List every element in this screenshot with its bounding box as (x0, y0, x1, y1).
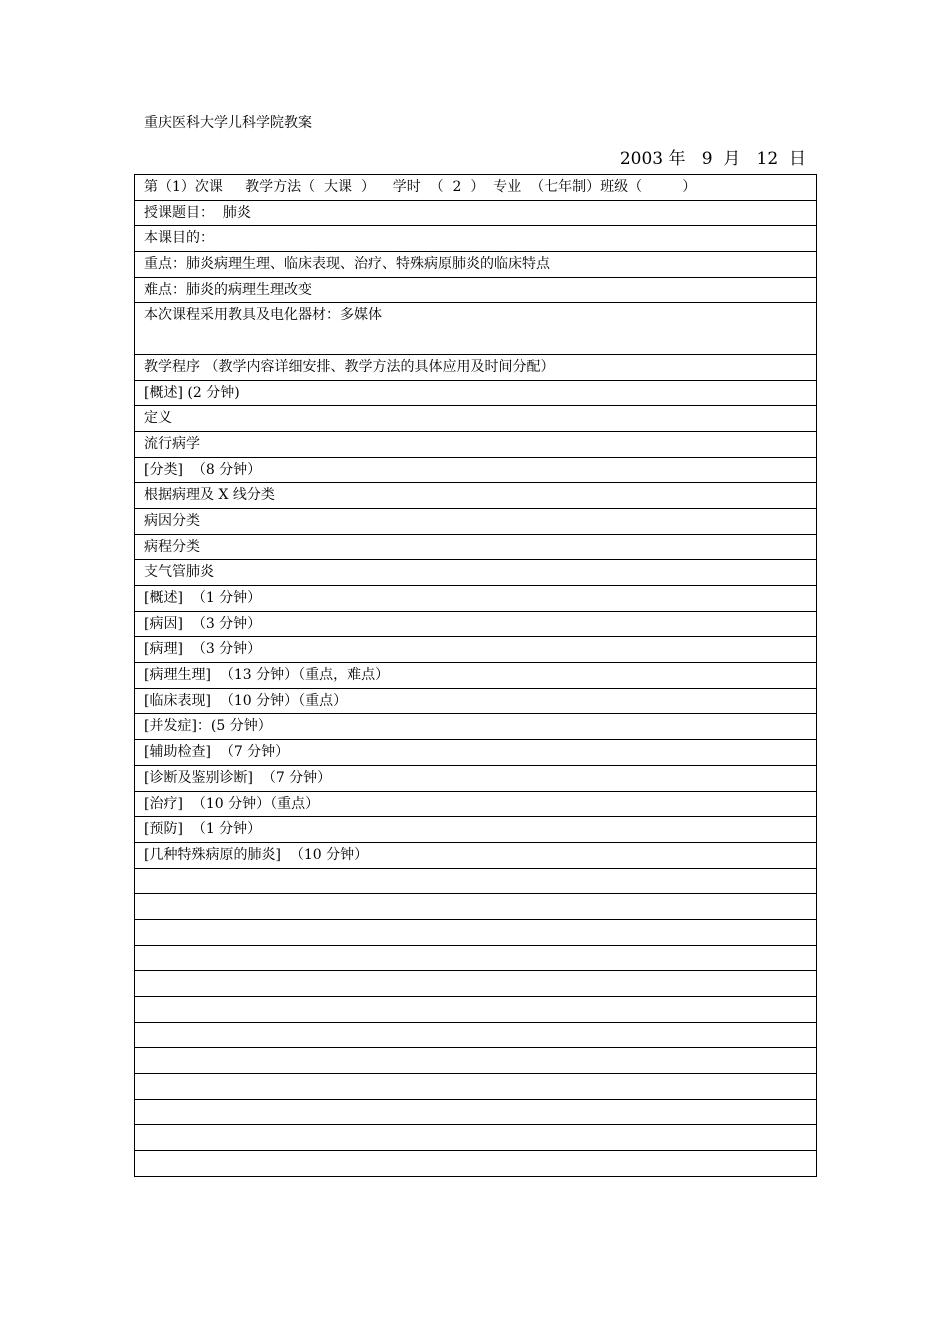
table-row (135, 354, 817, 380)
table-row (135, 997, 817, 1023)
table-row (135, 842, 817, 868)
table-row (135, 791, 817, 817)
table-row (135, 586, 817, 612)
table-cell: [辅助检查] （7 分钟） (135, 740, 817, 766)
lesson-plan-body (135, 175, 817, 1177)
table-cell: 病程分类 (135, 534, 817, 560)
table-row (135, 277, 817, 303)
table-row (135, 534, 817, 560)
table-cell: 重点：肺炎病理生理、临床表现、治疗、特殊病原肺炎的临床特点 (135, 252, 817, 278)
table-cell: 根据病理及 X 线分类 (135, 483, 817, 509)
table-row (135, 688, 817, 714)
table-row (135, 303, 817, 354)
document-date: 2003 年 9 月 12 日 (619, 149, 806, 169)
table-cell: 流行病学 (135, 431, 817, 457)
table-row (135, 611, 817, 637)
table-row (135, 1048, 817, 1074)
table-cell: [并发症]：(5 分钟） (135, 714, 817, 740)
table-row (135, 714, 817, 740)
table-cell (135, 1151, 817, 1177)
table-row (135, 175, 817, 201)
table-row (135, 380, 817, 406)
table-cell (135, 1022, 817, 1048)
table-row (135, 431, 817, 457)
table-cell (135, 997, 817, 1023)
document-header: 重庆医科大学儿科学院教案 (144, 115, 312, 131)
table-cell: 病因分类 (135, 508, 817, 534)
table-row (135, 1074, 817, 1100)
table-row (135, 663, 817, 689)
table-cell: [预防] （1 分钟） (135, 817, 817, 843)
table-cell: [病理生理] （13 分钟）（重点，难点） (135, 663, 817, 689)
table-row (135, 560, 817, 586)
table-row (135, 1099, 817, 1125)
table-row (135, 919, 817, 945)
table-cell: 支气管肺炎 (135, 560, 817, 586)
table-row (135, 252, 817, 278)
table-cell (135, 1074, 817, 1100)
table-cell (135, 868, 817, 894)
table-cell: [概述] （1 分钟） (135, 586, 817, 612)
table-cell (135, 1048, 817, 1074)
table-row (135, 483, 817, 509)
table-cell: [临床表现] （10 分钟）（重点） (135, 688, 817, 714)
table-cell (135, 1125, 817, 1151)
lesson-plan-table (134, 174, 817, 1177)
table-cell: 难点：肺炎的病理生理改变 (135, 277, 817, 303)
table-cell: [病理] （3 分钟） (135, 637, 817, 663)
table-row (135, 457, 817, 483)
table-cell: [治疗] （10 分钟）（重点） (135, 791, 817, 817)
table-row (135, 971, 817, 997)
table-cell: [分类] （8 分钟） (135, 457, 817, 483)
table-row (135, 226, 817, 252)
table-row (135, 894, 817, 920)
table-row (135, 817, 817, 843)
table-row (135, 945, 817, 971)
table-row (135, 1125, 817, 1151)
table-cell (135, 894, 817, 920)
table-row (135, 1151, 817, 1177)
table-row (135, 637, 817, 663)
table-cell: 定义 (135, 406, 817, 432)
table-row (135, 740, 817, 766)
table-cell: [诊断及鉴别诊断] （7 分钟） (135, 765, 817, 791)
table-cell (135, 919, 817, 945)
table-cell: [几种特殊病原的肺炎] （10 分钟） (135, 842, 817, 868)
table-cell: 本课目的： (135, 226, 817, 252)
table-cell (135, 1099, 817, 1125)
table-cell: 授课题目： 肺炎 (135, 200, 817, 226)
table-cell: 第（1）次课 教学方法（ 大课 ） 学时 （ 2 ） 专业 （七年制）班级（ ） (135, 175, 817, 201)
table-row (135, 868, 817, 894)
table-cell: 本次课程采用教具及电化器材：多媒体 (135, 303, 817, 354)
table-cell: [概述] (2 分钟) (135, 380, 817, 406)
table-row (135, 406, 817, 432)
table-cell (135, 945, 817, 971)
table-row (135, 200, 817, 226)
table-cell (135, 971, 817, 997)
table-row (135, 1022, 817, 1048)
table-cell: [病因] （3 分钟） (135, 611, 817, 637)
table-row (135, 765, 817, 791)
table-cell: 教学程序 （教学内容详细安排、教学方法的具体应用及时间分配） (135, 354, 817, 380)
table-row (135, 508, 817, 534)
